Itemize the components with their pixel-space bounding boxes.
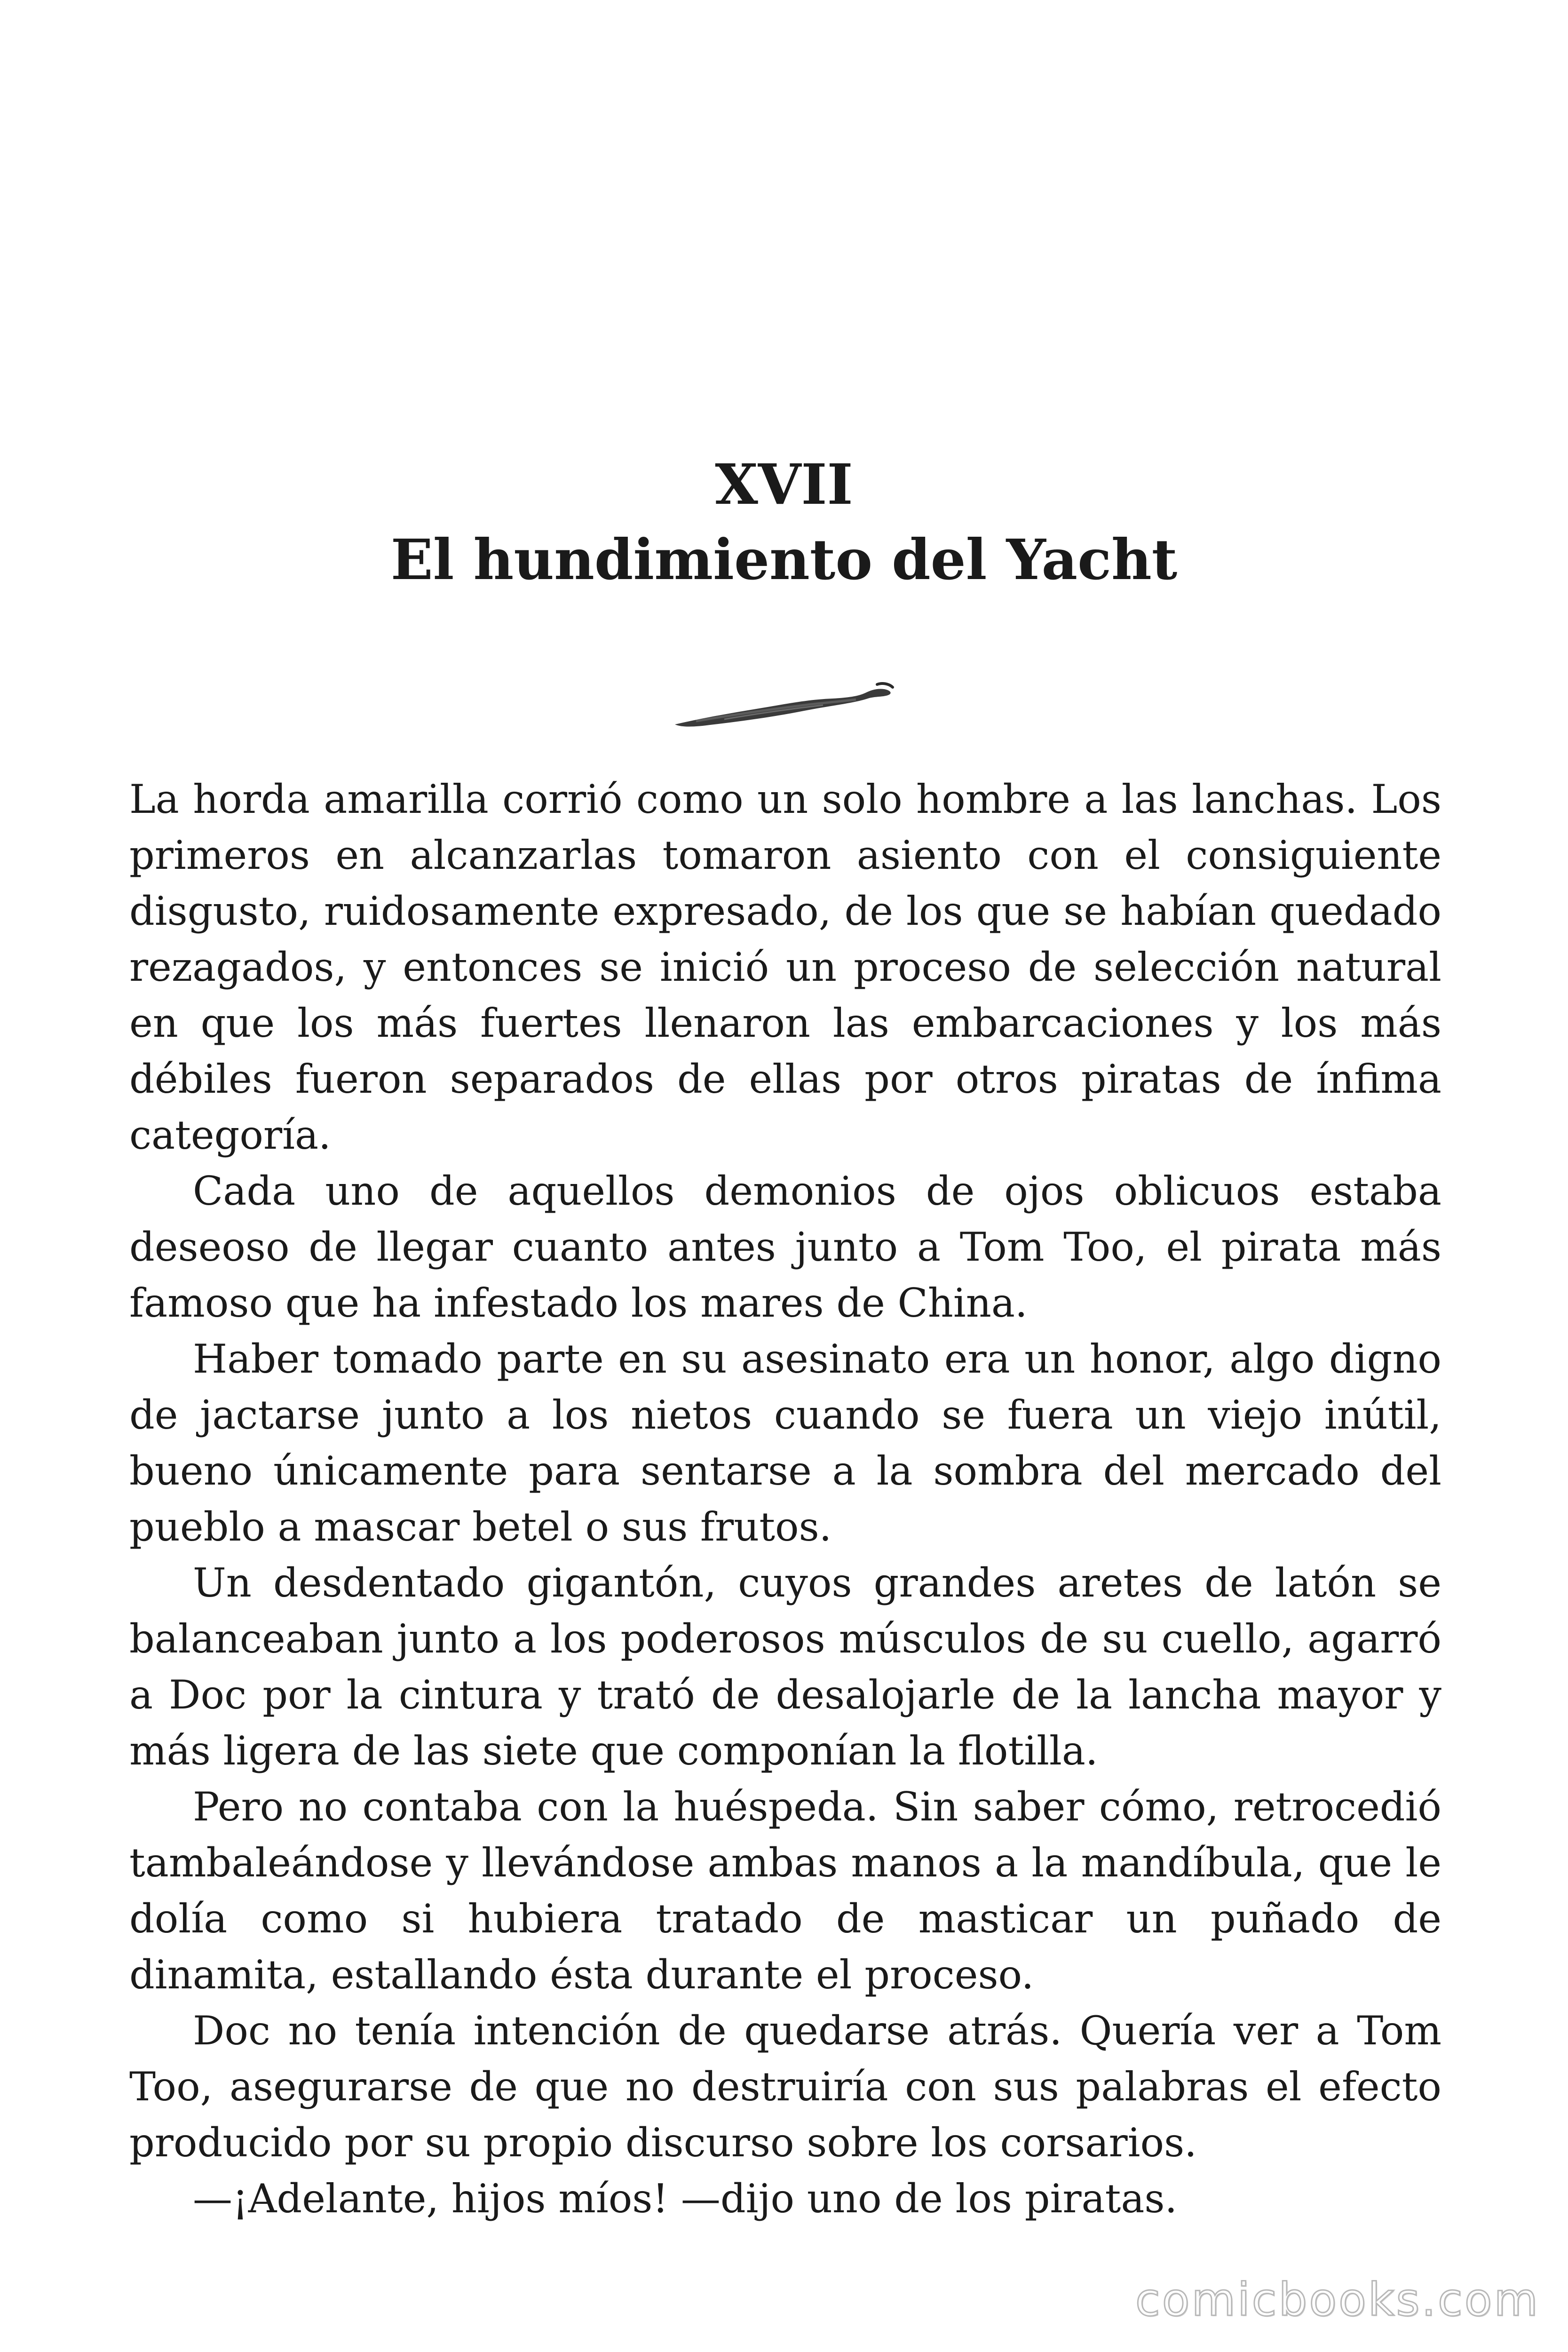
chapter-body xyxy=(129,771,1441,2227)
chapter-number: XVII xyxy=(715,452,853,517)
paragraph: Cada uno de aquellos demonios de ojos oblicuos estaba deseoso de llegar cuanto antes junto a Tom Too, el pirata más famoso que ha infestado los mares de China. xyxy=(129,1168,1441,1326)
paragraph: La horda amarilla corrió como un solo hombre a las lanchas. Los primeros en alcanzarlas tomaron asiento con el consiguiente disgusto, ruidosamente expresado, de los que se habían quedado rezagados, y entonces se inició un proceso de selección natural en que los más fuertes llenaron las embarcaciones y los más débiles fueron separados de ellas por otros piratas de ínfima categoría. xyxy=(129,776,1441,1158)
brush-stroke-ornament-icon xyxy=(668,670,903,736)
paragraph: —¡Adelante, hijos míos! —dijo uno de los piratas. xyxy=(193,2176,1178,2222)
paragraph: Pero no contaba con la huéspeda. Sin saber cómo, retrocedió tambaleándose y llevándose ambas manos a la mandíbula, que le dolía como si hubiera tratado de masticar un puñado de dinamita, estallando ésta durante el proceso. xyxy=(129,1784,1441,1998)
site-watermark: comicbooks.com xyxy=(1135,2273,1540,2326)
paragraph: Un desdentado gigantón, cuyos grandes aretes de latón se balanceaban junto a los poderosos músculos de su cuello, agarró a Doc por la cintura y trató de desalojarle de la lancha mayor y más ligera de las siete que componían la flotilla. xyxy=(129,1560,1441,1774)
chapter-title: El hundimiento del Yacht xyxy=(390,527,1178,592)
paragraph: Doc no tenía intención de quedarse atrás. Quería ver a Tom Too, asegurarse de que no destruiría con sus palabras el efecto producido por su propio discurso sobre los corsarios. xyxy=(129,2008,1441,2166)
paragraph: Haber tomado parte en su asesinato era un honor, algo digno de jactarse junto a los nietos cuando se fuera un viejo inútil, bueno únicamente para sentarse a la sombra del mercado del pueblo a mascar betel o sus frutos. xyxy=(129,1336,1441,1550)
